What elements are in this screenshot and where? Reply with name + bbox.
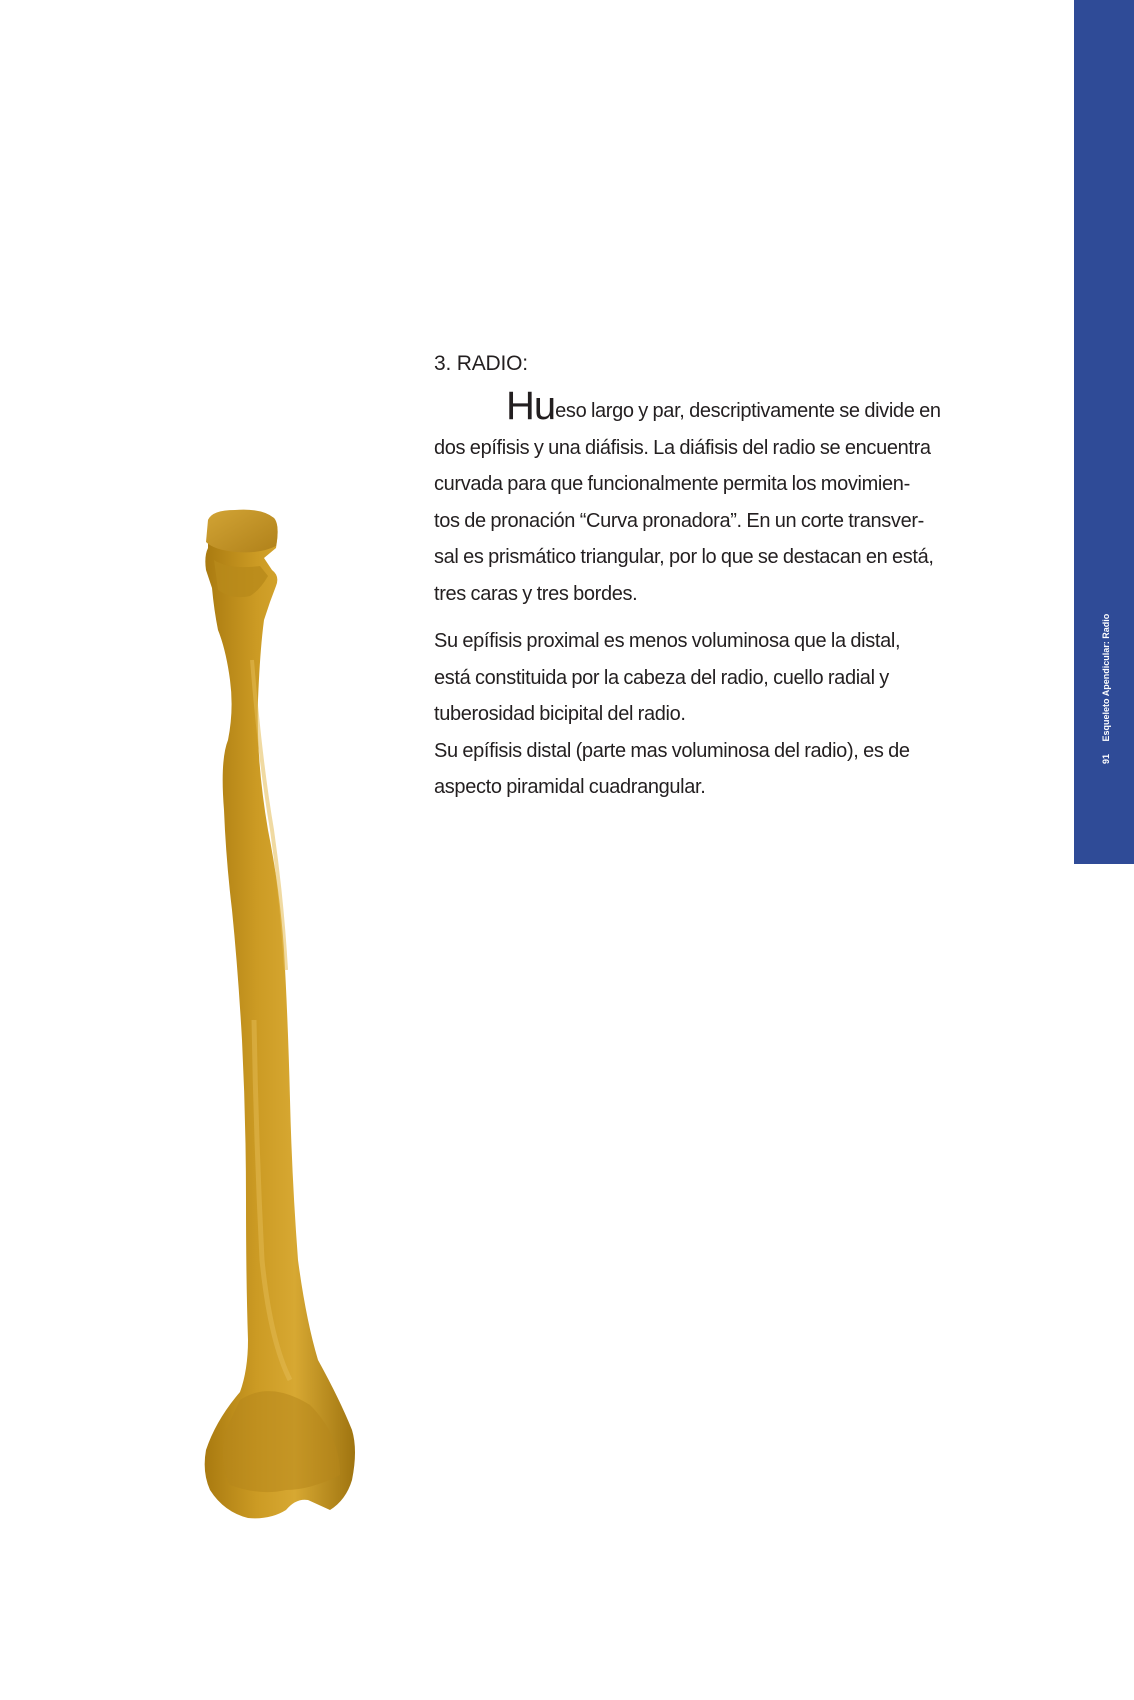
radial-head-shape <box>206 510 278 553</box>
paragraph-2 <box>434 623 1034 733</box>
paragraph-line: tuberosidad bicipital del radio. <box>434 703 686 725</box>
paragraph-1 <box>434 384 1034 612</box>
side-tab-label <box>1102 614 1111 764</box>
paragraph-line: Su epífisis proximal es menos voluminosa que la distal, <box>434 630 901 652</box>
radius-bone-image <box>190 500 410 1590</box>
paragraph-line: curvada para que funcionalmente permita los movimien- <box>434 473 910 495</box>
paragraph-line: está constituida por la cabeza del radio, cuello radial y <box>434 666 889 689</box>
paragraph-line: dos epífisis y una diáfisis. La diáfisis del radio se encuentra <box>434 436 931 459</box>
paragraph-line: sal es prismático triangular, por lo que se destacan en está, <box>434 546 934 568</box>
paragraph-line: aspecto piramidal cuadrangular. <box>434 776 706 798</box>
paragraph-line: Hueso largo y par, descriptivamente se divide en <box>506 384 941 428</box>
paragraph-line: Su epífisis distal (parte mas voluminosa del radio), es de <box>434 739 910 762</box>
running-title: Esqueleto Apendicular: Radio <box>1101 613 1111 742</box>
paragraph-line: tos de pronación “Curva pronadora”. En un corte transver- <box>434 509 924 532</box>
section-heading: 3. RADIO: <box>434 352 528 375</box>
page-number: 91 <box>1101 753 1111 764</box>
paragraph-3 <box>434 733 1034 806</box>
body-text <box>434 384 1034 806</box>
bone-shaft-shape <box>205 512 355 1519</box>
drop-initial: Hu <box>506 384 556 428</box>
paragraph-line: tres caras y tres bordes. <box>434 582 638 605</box>
